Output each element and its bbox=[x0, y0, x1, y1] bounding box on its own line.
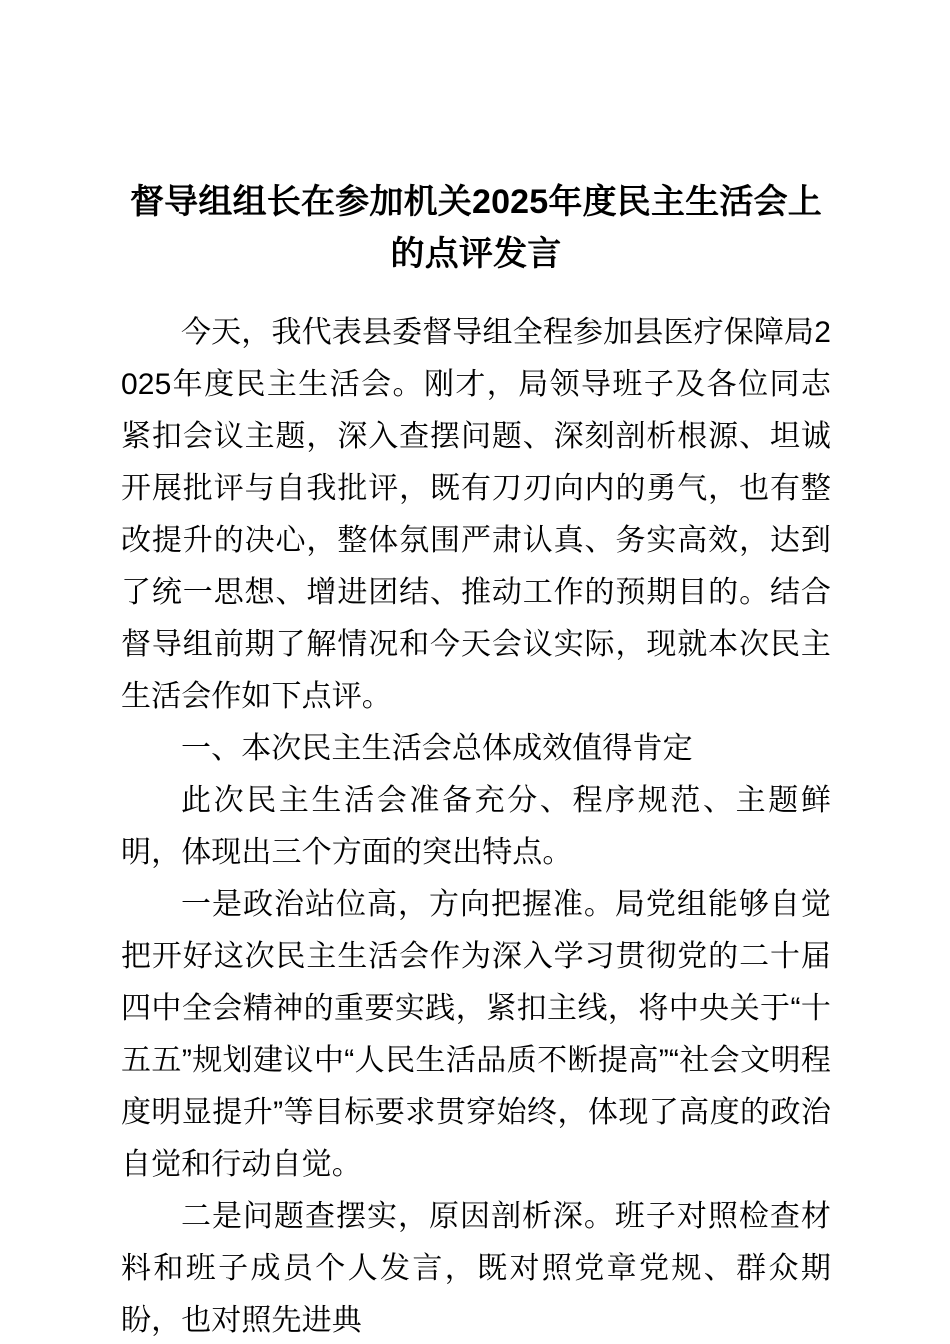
document-text-column bbox=[121, 0, 831, 1344]
opening-paragraph: 今天，我代表县委督导组全程参加县医疗保障局2025年度民主生活会。刚才，局领导班子及各位同志紧扣会议主题，深入查摆问题、深刻剖析根源、坦诚开展批评与自我批评，既有刀刃向内的勇气，也有整改提升的决心，整体氛围严肃认真、务实高效，达到了统一思想、增进团结、推动工作的预期目的。结合督导组前期了解情况和今天会议实际，现就本次民主生活会作如下点评。 bbox=[121, 316, 831, 713]
page-title: 督导组组长在参加机关2025年度民主生活会上的点评发言 bbox=[129, 183, 823, 273]
point-two-paragraph: 二是问题查摆实，原因剖析深。班子对照检查材料和班子成员个人发言，既对照党章党规、群众期盼，也对照先进典 bbox=[121, 1200, 831, 1337]
section-heading-one: 一、本次民主生活会总体成效值得肯定 bbox=[181, 732, 693, 765]
point-one-paragraph: 一是政治站位高，方向把握准。局党组能够自觉把开好这次民主生活会作为深入学习贯彻党的二十届四中全会精神的重要实践，紧扣主线，将中央关于“十五五”规划建议中“人民生活品质不断提高”“社会文明程度明显提升”等目标要求贯穿始终，体现了高度的政治自觉和行动自觉。 bbox=[121, 888, 831, 1181]
section-one-intro-paragraph: 此次民主生活会准备充分、程序规范、主题鲜明，体现出三个方面的突出特点。 bbox=[121, 784, 831, 869]
